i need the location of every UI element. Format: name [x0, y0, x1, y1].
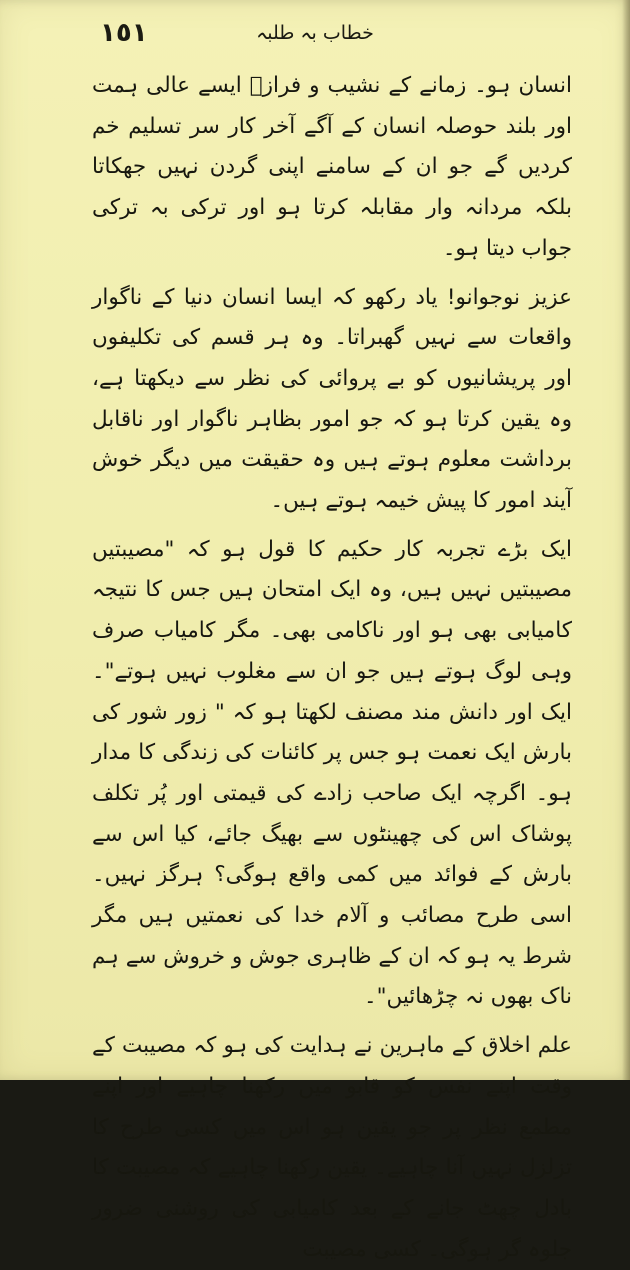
paragraph-1: انسان ہو۔ زمانے کے نشیب و فرازؔ ایسے عالی ہمت اور بلند حوصلہ انسان کے آگے آخر کار سر تسلیم خم کردیں گے جو ان کے سامنے اپنی گردن نہیں جھکاتا بلکہ مردانہ وار مقابلہ کرتا ہو اور ترکی بہ ترکی جواب دیتا ہو۔: [92, 73, 572, 261]
paragraph-2: عزیز نوجوانو! یاد رکھو کہ ایسا انسان دنیا کے ناگوار واقعات سے نہیں گھبراتا۔ وہ ہر قسم کی تکلیفوں اور پریشانیوں کو بے پروائی کی نظر سے دیکھتا ہے، وہ یقین کرتا ہو کہ جو امور بظاہر ناگوار اور ناقابل برداشت معلوم ہوتے ہیں وہ حقیقت میں دیگر خوش آیند امور کا پیش خیمہ ہوتے ہیں۔: [92, 284, 572, 514]
paragraph-4: علم اخلاق کے ماہرین نے ہدایت کی ہو کہ مصیبت کے وقت اپنے نفس کو قابو میں رکھنا چاہیے اور اپنے مطمع نظر پر جو یقین ہو اس میں کسی طرح کا تزلزل نہیں آنا چاہیے۔ یقین رکھنا چاہیے کہ مصیبت کا بادل چھٹ جانے کے بعد کامیابی کی روشنی ضرور جلوہ گر ہوگی۔ کسی مصیبت: [92, 1033, 572, 1262]
paragraph-3: ایک بڑے تجربہ کار حکیم کا قول ہو کہ "مصیبتیں مصیبتیں نہیں ہیں، وہ ایک امتحان ہیں جس کا نتیجہ کامیابی بھی ہو اور ناکامی بھی۔ مگر کامیاب صرف وہی لوگ ہوتے ہیں جو ان سے مغلوب نہیں ہوتے"۔ ایک اور دانش مند مصنف لکھتا ہو کہ " زور شور کی بارش ایک نعمت ہو جس پر کائنات کی زندگی کا مدار ہو۔ اگرچہ ایک صاحب زادے کی قیمتی اور پُر تکلف پوشاک اس کی چھینٹوں سے بھیگ جائے، کیا اس سے بارش کے فوائد میں کمی واقع ہوگی؟ ہرگز نہیں۔ اسی طرح مصائب و آلام خدا کی نعمتیں ہیں مگر شرط یہ ہو کہ ان کے ظاہری جوش و خروش سے ہم ناک بھوں نہ چڑھائیں"۔: [92, 536, 572, 1010]
page-number: ١٥١: [100, 18, 148, 48]
body-text: [92, 66, 572, 1270]
running-title: خطاب بہ طلبہ: [256, 22, 374, 44]
page-header: [0, 14, 630, 58]
